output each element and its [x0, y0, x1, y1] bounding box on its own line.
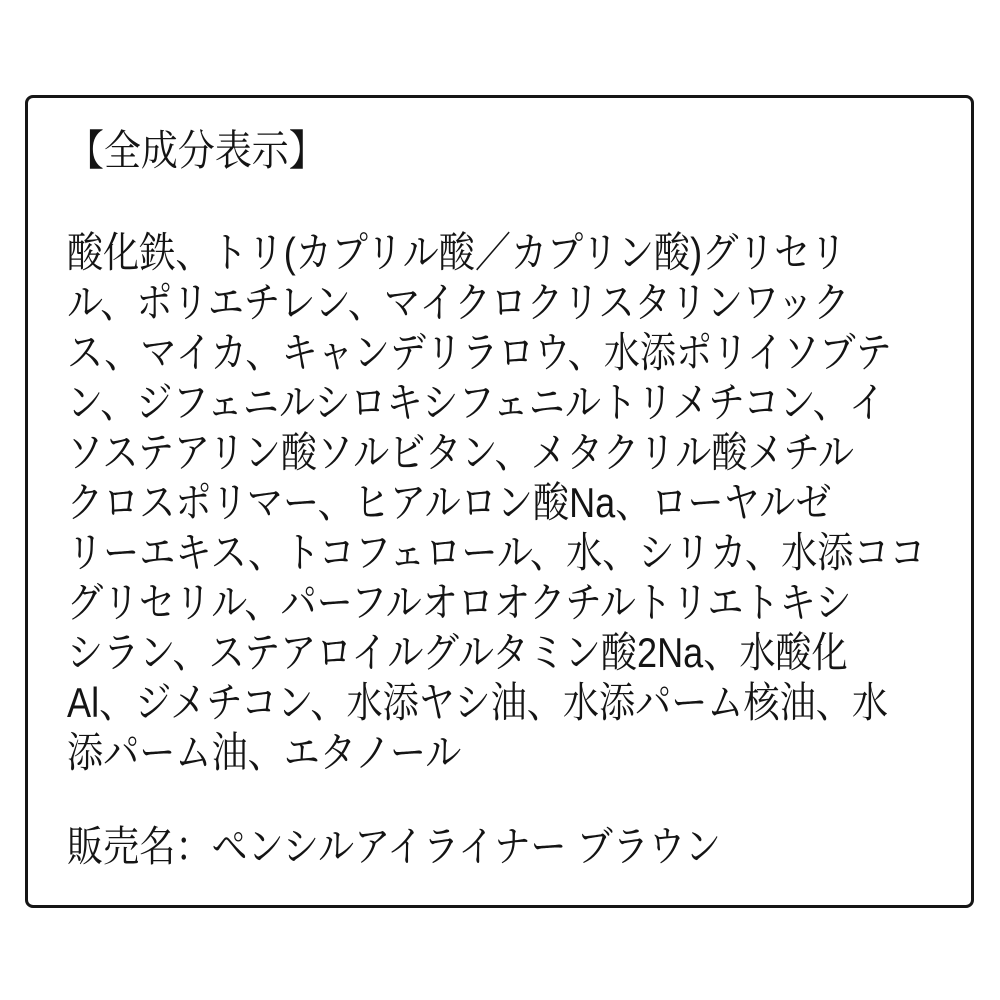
- ingredients-line: ソステアリン酸ソルビタン、メタクリル酸メチル: [67, 429, 855, 476]
- ingredients-line: リーエキス、トコフェロール、水、シリカ、水添ココ: [67, 529, 926, 576]
- ingredients-line: シラン、ステアロイルグルタミン酸2Na、水酸化: [67, 629, 848, 676]
- ingredients-line: クロスポリマー、ヒアルロン酸Na、ローヤルゼ: [67, 479, 832, 526]
- ingredients-line: グリセリル、パーフルオロオクチルトリエトキシ: [67, 579, 852, 626]
- ingredients-line: ス、マイカ、キャンデリラロウ、水添ポリイソブテ: [67, 329, 892, 376]
- ingredients-line: ン、ジフェニルシロキシフェニルトリメチコン、イ: [67, 379, 885, 426]
- ingredients-line: 酸化鉄、トリ(カプリル酸／カプリン酸)グリセリ: [67, 229, 847, 276]
- product-name: 販売名：ペンシルアイライナー ブラウン: [67, 823, 722, 870]
- ingredients-panel: [25, 95, 974, 908]
- ingredients-line: 添パーム油、エタノール: [67, 729, 462, 776]
- ingredients-line: ル、ポリエチレン、マイクロクリスタリンワック: [67, 279, 850, 326]
- ingredients-line: Al、ジメチコン、水添ヤシ油、水添パーム核油、水: [67, 679, 888, 726]
- section-title: 【全成分表示】: [67, 127, 326, 174]
- ingredients-list: [67, 228, 941, 778]
